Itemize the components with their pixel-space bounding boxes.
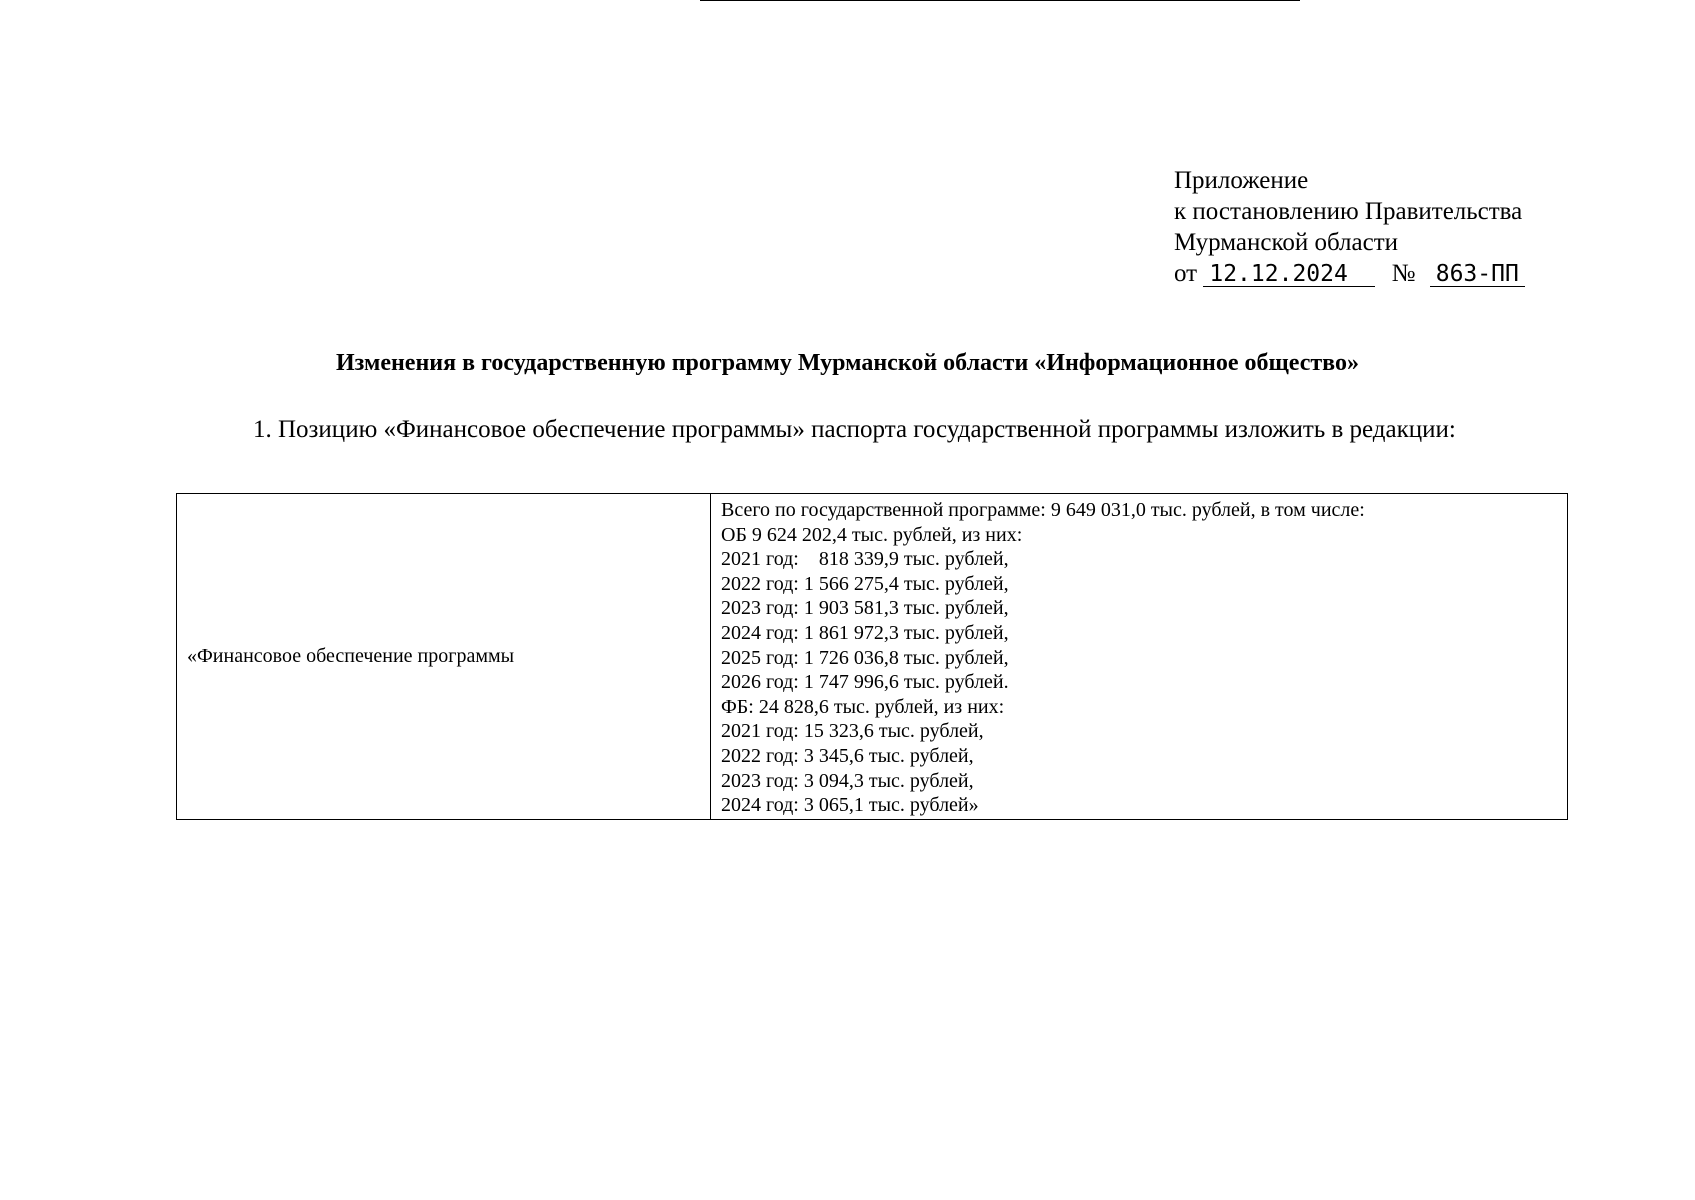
financing-line: ФБ: 24 828,6 тыс. рублей, из них: [721, 695, 1005, 718]
financing-line: 2026 год: 1 747 996,6 тыс. рублей. [721, 671, 1009, 694]
financing-line: 2022 год: 1 566 275,4 тыс. рублей, [721, 572, 1009, 595]
financing-label: «Финансовое обеспечение программы [187, 645, 515, 667]
table-value-cell [711, 494, 1567, 819]
appendix-line-1: Приложение [1174, 167, 1309, 194]
financing-line: ОБ 9 624 202,4 тыс. рублей, из них: [721, 523, 1023, 546]
resolution-date: 12.12.2024 [1203, 262, 1375, 287]
appendix-date-line [1174, 258, 1525, 289]
financing-line: 2021 год: 818 339,9 тыс. рублей, [721, 548, 1009, 571]
financing-line: 2023 год: 3 094,3 тыс. рублей, [721, 769, 974, 792]
financing-line: 2024 год: 3 065,1 тыс. рублей» [721, 794, 979, 817]
date-prefix: от [1174, 260, 1198, 287]
document-title: Изменения в государственную программу Мурманской области «Информационное общество» [336, 350, 1359, 376]
appendix-line-3: Мурманской области [1174, 229, 1399, 256]
financing-line: 2023 год: 1 903 581,3 тыс. рублей, [721, 597, 1009, 620]
financing-line: 2024 год: 1 861 972,3 тыс. рублей, [721, 621, 1009, 644]
passport-table [176, 493, 1568, 820]
appendix-line-2: к постановлению Правительства [1174, 198, 1523, 225]
financing-line: 2021 год: 15 323,6 тыс. рублей, [721, 720, 984, 743]
resolution-number: 863-ПП [1430, 262, 1525, 287]
appendix-block [1174, 165, 1525, 289]
amendment-paragraph: 1. Позицию «Финансовое обеспечение программы» паспорта государственной программы изложить в редакции: [253, 416, 1456, 443]
table-label-cell [177, 494, 711, 819]
top-border-line [700, 0, 1300, 2]
number-sign: № [1391, 260, 1416, 287]
financing-line: 2022 год: 3 345,6 тыс. рублей, [721, 744, 974, 767]
financing-line: 2025 год: 1 726 036,8 тыс. рублей, [721, 646, 1009, 669]
financing-line: Всего по государственной программе: 9 649 031,0 тыс. рублей, в том числе: [721, 499, 1365, 521]
